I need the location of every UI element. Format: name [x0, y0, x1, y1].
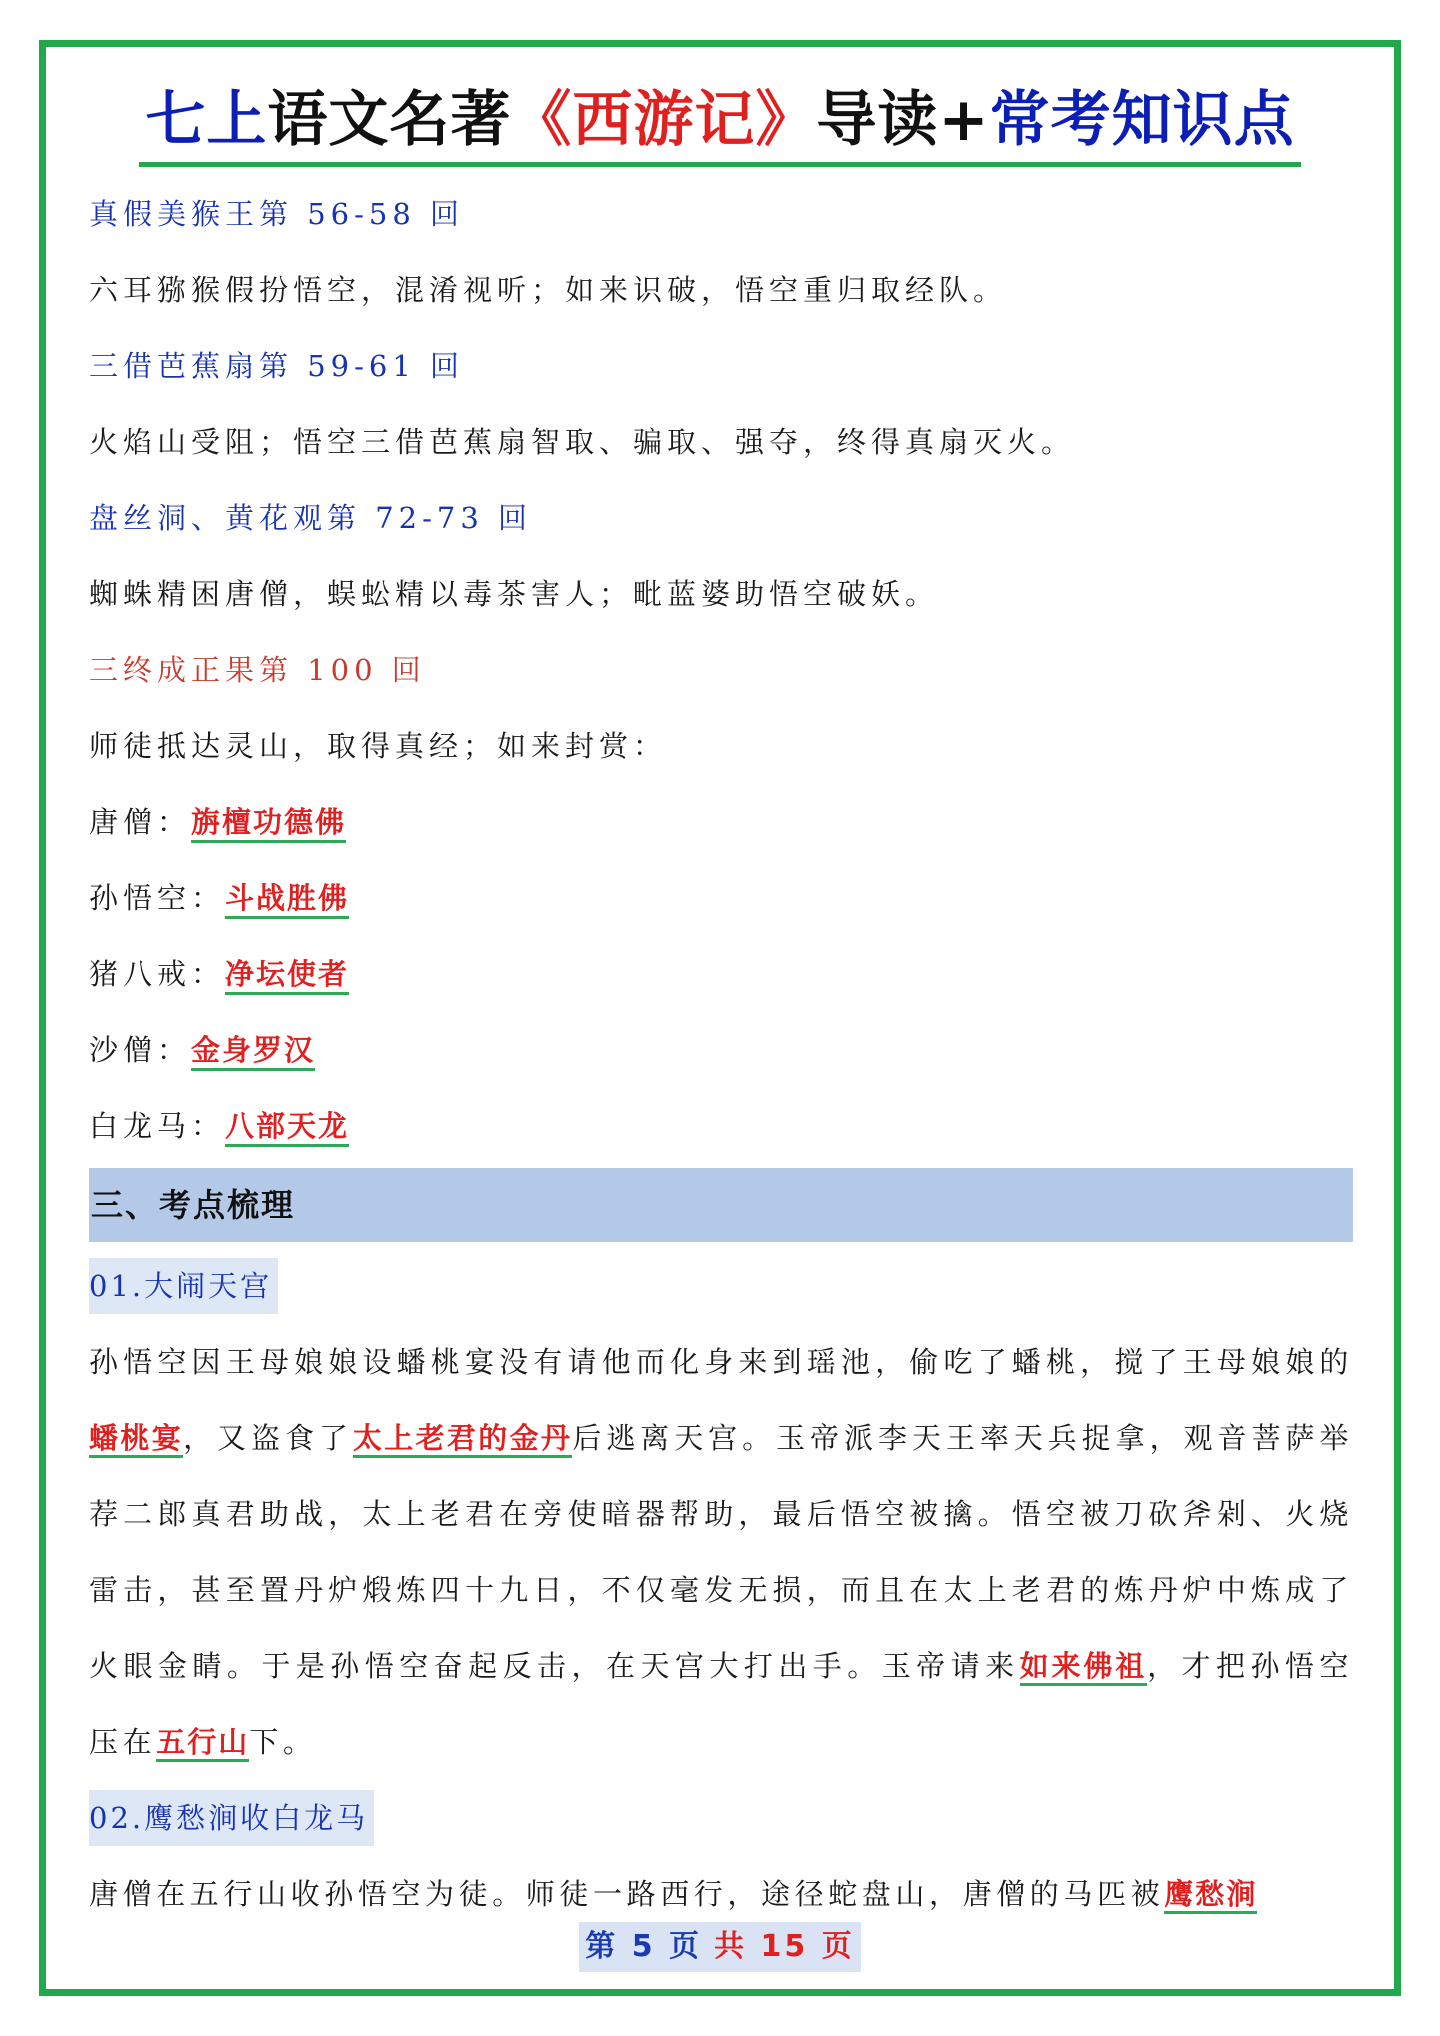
subsection-heading: 01.大闹天宫	[89, 1258, 278, 1314]
finale-heading: 三终成正果第 100 回	[89, 653, 426, 687]
episode-heading: 盘丝洞、黄花观第 72-73 回	[89, 501, 533, 535]
subsection-heading: 02.鹰愁涧收白龙马	[89, 1790, 374, 1846]
section-heading: 三、考点梳理	[89, 1168, 1353, 1242]
reward-row: 白龙马：八部天龙	[89, 1088, 1353, 1164]
keyword-highlight: 如来佛祖	[1020, 1649, 1147, 1686]
reward-row: 孙悟空：斗战胜佛	[89, 860, 1353, 936]
episode-text: 蜘蛛精困唐僧，蜈蚣精以毒茶害人；毗蓝婆助悟空破妖。	[89, 577, 940, 611]
reward-row: 唐僧：旃檀功德佛	[89, 784, 1353, 860]
page-title: 七上语文名著《西游记》导读+常考知识点	[0, 80, 1440, 167]
reward-title: 斗战胜佛	[225, 881, 349, 919]
keyword-highlight: 五行山	[156, 1725, 249, 1762]
keyword-highlight: 鹰愁涧	[1164, 1877, 1257, 1914]
keyword-highlight: 蟠桃宴	[89, 1421, 183, 1458]
keyword-highlight: 太上老君的金丹	[353, 1421, 573, 1458]
reward-title: 金身罗汉	[191, 1033, 315, 1071]
episode-text: 火焰山受阻；悟空三借芭蕉扇智取、骗取、强夺，终得真扇灭火。	[89, 425, 1076, 459]
subsection-heading-row	[89, 1248, 1353, 1324]
subsection-heading-row	[89, 1780, 1353, 1856]
page-number: 第 5 页 共 15 页	[0, 1922, 1440, 1972]
episode-heading: 三借芭蕉扇第 59-61 回	[89, 349, 465, 383]
reward-title: 净坛使者	[225, 957, 349, 995]
reward-row: 沙僧：金身罗汉	[89, 1012, 1353, 1088]
episode-heading: 真假美猴王第 56-58 回	[89, 197, 465, 231]
reward-title: 旃檀功德佛	[191, 805, 346, 843]
episode-text: 六耳猕猴假扮悟空，混淆视听；如来识破，悟空重归取经队。	[89, 273, 1008, 307]
paragraph: 孙悟空因王母娘娘设蟠桃宴没有请他而化身来到瑶池，偷吃了蟠桃，搅了王母娘娘的蟠桃宴，又盗食了太上老君的金丹后逃离天宫。玉帝派李天王率天兵捉拿，观音菩萨举荐二郎真君助战，太上老君在旁使暗器帮助，最后悟空被擒。悟空被刀砍斧剁、火烧雷击，甚至置丹炉煅炼四十九日，不仅毫发无损，而且在太上老君的炼丹炉中炼成了火眼金睛。于是孙悟空奋起反击，在天宫大打出手。玉帝请来如来佛祖，才把孙悟空压在五行山下。	[89, 1324, 1353, 1780]
reward-title: 八部天龙	[225, 1109, 349, 1147]
document-body	[89, 176, 1353, 1932]
reward-row: 猪八戒：净坛使者	[89, 936, 1353, 1012]
finale-text: 师徒抵达灵山，取得真经；如来封赏：	[89, 729, 668, 763]
paragraph: 唐僧在五行山收孙悟空为徒。师徒一路西行，途径蛇盘山，唐僧的马匹被鹰愁涧	[89, 1856, 1353, 1932]
